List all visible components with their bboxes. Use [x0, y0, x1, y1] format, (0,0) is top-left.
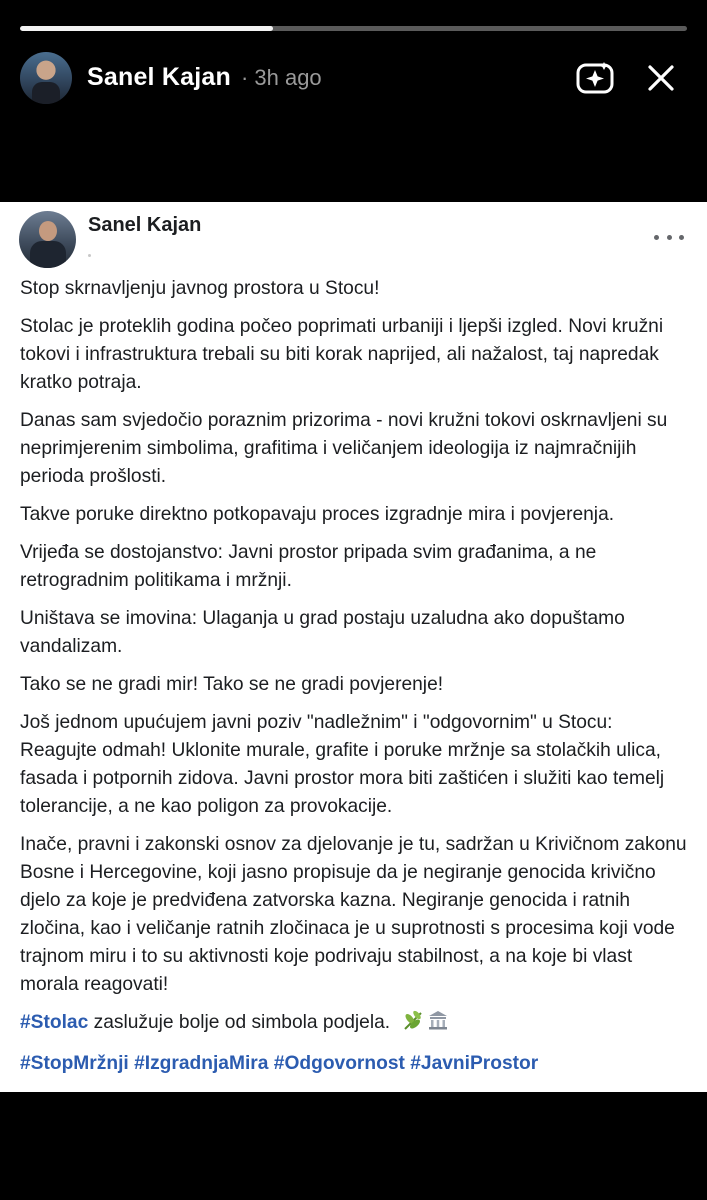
- close-icon: [647, 64, 675, 92]
- story-author-name[interactable]: Sanel Kajan: [87, 63, 231, 91]
- hashtag-link[interactable]: #JavniProstor: [410, 1053, 539, 1074]
- post-body: [20, 275, 692, 1088]
- post-paragraph: Stolac je proteklih godina počeo poprimati urbaniji i ljepši izgled. Novi kružni tokovi i infrastruktura trebali su biti korak naprijed, ali nažalost, taj napredak kratko potraja.: [20, 316, 664, 393]
- dot-icon: [667, 235, 672, 240]
- avatar[interactable]: [20, 52, 72, 104]
- post-paragraph: Takve poruke direktno potkopavaju proces izgradnje mira i povjerenja.: [20, 504, 615, 525]
- dot-icon: [654, 235, 659, 240]
- story-actions: [575, 60, 687, 96]
- close-button[interactable]: [643, 60, 679, 96]
- post-paragraph: Uništava se imovina: Ulaganja u grad postaju uzaludna ako dopuštamo vandalizam.: [20, 608, 625, 657]
- hashtag-link[interactable]: #Odgovornost: [273, 1053, 405, 1074]
- post-paragraph: Stop skrnavljenju javnog prostora u Stocu!: [20, 278, 380, 299]
- story-header: [20, 50, 687, 105]
- post-meta-dot: [88, 254, 91, 257]
- closing-line: [20, 1009, 692, 1040]
- story-progress-bar: [20, 26, 687, 31]
- closing-text: zaslužuje bolje od simbola podjela.: [88, 1012, 391, 1033]
- story-progress-fill: [20, 26, 273, 31]
- sparkle-plus-icon: [575, 60, 615, 96]
- post-paragraph: Inače, pravni i zakonski osnov za djelovanje je tu, sadržan u Krivičnom zakonu Bosne i Hercegovine, koji jasno propisuje da je negiranje genocida krivično djelo za koje je predviđena zatvorska kazna. Negiranje genocida i ratnih zločina, kao i veličanje ratnih zločinaca je u suprotnosti s procesima koji vode trajnom miru i to su aktivnosti koje podrivaju stabilnost, a na koje bi vlast morala reagovati!: [20, 834, 687, 995]
- post-card: [0, 202, 707, 1092]
- classical-building-icon: [427, 1009, 449, 1040]
- hashtag-link[interactable]: #Stolac: [20, 1012, 89, 1033]
- post-paragraph: Vrijeđa se dostojanstvo: Javni prostor pripada svim građanima, a ne retrogradnim politikama i mržnji.: [20, 542, 597, 591]
- dot-icon: [679, 235, 684, 240]
- hashtag-link[interactable]: #IzgradnjaMira: [134, 1053, 269, 1074]
- post-paragraph: Još jednom upućujem javni poziv "nadležnim" i "odgovornim" u Stocu: Reagujte odmah! Uklonite murale, grafite i poruke mržnje sa stolačkih ulica, fasada i potpornih zidova. Javni prostor mora biti zaštićen i služiti kao temelj tolerancije, a ne kao poligon za provokacije.: [20, 712, 665, 817]
- hashtag-line: [20, 1050, 692, 1078]
- herb-icon: [401, 1009, 425, 1040]
- sparkle-plus-button[interactable]: [575, 60, 615, 96]
- hashtag-link[interactable]: #StopMržnji: [20, 1053, 129, 1074]
- post-author-name[interactable]: Sanel Kajan: [88, 214, 202, 236]
- avatar[interactable]: [19, 211, 76, 268]
- post-paragraph: Tako se ne gradi mir! Tako se ne gradi povjerenje!: [20, 674, 444, 695]
- more-options-button[interactable]: [654, 230, 684, 244]
- post-paragraph: Danas sam svjedočio poraznim prizorima - novi kružni tokovi oskrnavljeni su neprimjerenim simbolima, grafitima i veličanjem ideologija iz najmračnijih perioda prošlosti.: [20, 410, 668, 487]
- story-timestamp: · 3h ago: [240, 64, 322, 90]
